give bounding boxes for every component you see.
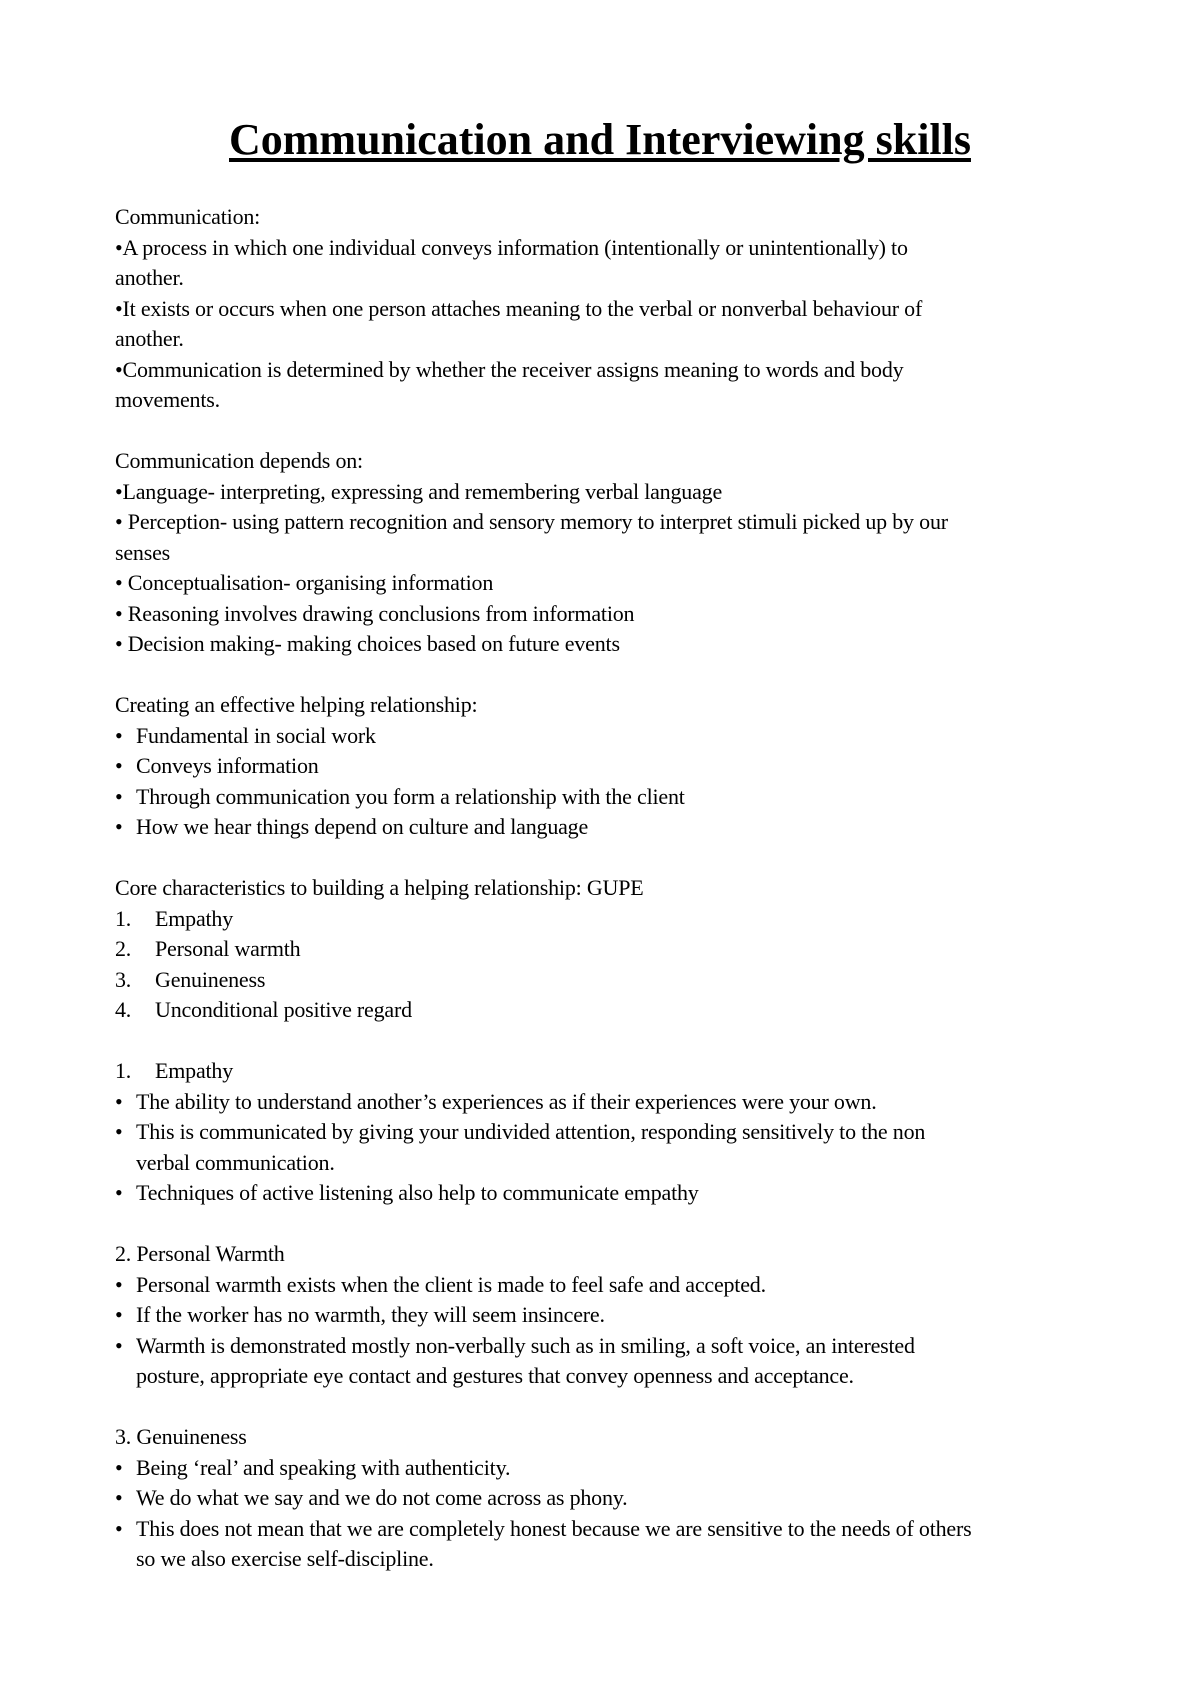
bullet-marker: • xyxy=(115,1515,123,1541)
warmth-item-text-line-2: posture, appropriate eye contact and gestures that convey openness and acceptance. xyxy=(136,1363,854,1388)
communication-item-1-line-2: another. xyxy=(115,265,184,290)
bullet-marker: • xyxy=(115,753,123,778)
section-heading-helping: Creating an effective helping relationship: xyxy=(115,692,478,717)
depends-item-perception-line-2: senses xyxy=(115,539,171,565)
helping-item-text: Conveys information xyxy=(136,753,319,778)
core-item-text: Genuineness xyxy=(155,966,266,992)
empathy-list-item xyxy=(115,1087,1095,1118)
helping-list-item xyxy=(115,751,1095,782)
core-list-item xyxy=(115,965,1095,996)
list-number: 2. xyxy=(115,936,132,961)
empathy-list-item xyxy=(115,1178,1095,1209)
genuineness-item-text-line-1: This does not mean that we are completely honest because we are sensitive to the needs of others xyxy=(136,1515,972,1541)
communication-item-2-line-1: •It exists or occurs when one person attaches meaning to the verbal or nonverbal behaviour of xyxy=(115,295,923,321)
core-item-text: Empathy xyxy=(155,905,234,931)
document-title: Communication and Interviewing skills xyxy=(229,115,971,164)
list-number: 1. xyxy=(115,1058,132,1083)
empathy-item-text-line-1: This is communicated by giving your undivided attention, responding sensitively to the non xyxy=(136,1119,926,1144)
bullet-marker: • xyxy=(115,1454,123,1480)
genuineness-list-item xyxy=(115,1483,1095,1514)
warmth-item-text: Personal warmth exists when the client is made to feel safe and accepted. xyxy=(136,1271,766,1297)
spacer xyxy=(115,416,1095,447)
core-item-text: Personal warmth xyxy=(155,936,301,961)
empathy-heading-text: Empathy xyxy=(155,1058,234,1083)
empathy-item-text: Techniques of active listening also help to communicate empathy xyxy=(136,1180,699,1205)
document-body xyxy=(115,202,1095,1575)
genuineness-item-text: Being ‘real’ and speaking with authenticity. xyxy=(136,1454,511,1480)
spacer xyxy=(115,660,1095,691)
core-list-item xyxy=(115,904,1095,935)
bullet-marker: • xyxy=(115,1485,123,1510)
empathy-list-item xyxy=(115,1117,1095,1178)
genuineness-list-item xyxy=(115,1453,1095,1484)
spacer xyxy=(115,1026,1095,1057)
bullet-marker: • xyxy=(115,1332,123,1358)
spacer xyxy=(115,1392,1095,1423)
section-heading-core: Core characteristics to building a helping relationship: GUPE xyxy=(115,875,644,900)
genuineness-item-text: We do what we say and we do not come across as phony. xyxy=(136,1485,628,1510)
list-number: 4. xyxy=(115,997,132,1022)
core-list-item xyxy=(115,995,1095,1026)
section-heading-empathy xyxy=(115,1056,1095,1087)
helping-list-item xyxy=(115,782,1095,813)
empathy-item-text: The ability to understand another’s experiences as if their experiences were your own. xyxy=(136,1088,877,1114)
genuineness-item-text-line-2: so we also exercise self-discipline. xyxy=(136,1546,434,1571)
depends-item-language: •Language- interpreting, expressing and remembering verbal language xyxy=(115,478,723,504)
bullet-marker: • xyxy=(115,783,123,809)
depends-item-decision-making: • Decision making- making choices based on future events xyxy=(115,631,620,656)
core-list-item xyxy=(115,934,1095,965)
empathy-item-text-line-2: verbal communication. xyxy=(136,1149,335,1175)
warmth-list-item xyxy=(115,1331,1095,1392)
section-heading-communication: Communication: xyxy=(115,204,261,229)
depends-item-reasoning: • Reasoning involves drawing conclusions from information xyxy=(115,600,635,626)
depends-item-perception-line-1: • Perception- using pattern recognition and sensory memory to interpret stimuli picked up by our xyxy=(115,509,948,534)
communication-item-2-line-2: another. xyxy=(115,326,184,351)
warmth-item-text: If the worker has no warmth, they will seem insincere. xyxy=(136,1302,605,1327)
depends-item-conceptualisation: • Conceptualisation- organising information xyxy=(115,570,494,595)
helping-item-text: How we hear things depend on culture and language xyxy=(136,814,589,839)
communication-item-1-line-1: •A process in which one individual conveys information (intentionally or unintentionally) to xyxy=(115,234,908,260)
helping-list-item xyxy=(115,721,1095,752)
section-heading-warmth: 2. Personal Warmth xyxy=(115,1241,285,1266)
list-number: 1. xyxy=(115,905,132,931)
bullet-marker: • xyxy=(115,1302,123,1327)
helping-item-text: Through communication you form a relationship with the client xyxy=(136,783,685,809)
list-number: 3. xyxy=(115,966,132,992)
warmth-list-item xyxy=(115,1270,1095,1301)
bullet-marker: • xyxy=(115,722,123,748)
bullet-marker: • xyxy=(115,1180,123,1205)
bullet-marker: • xyxy=(115,1119,123,1144)
spacer xyxy=(115,1209,1095,1240)
bullet-marker: • xyxy=(115,814,123,839)
warmth-list-item xyxy=(115,1300,1095,1331)
bullet-marker: • xyxy=(115,1271,123,1297)
bullet-marker: • xyxy=(115,1088,123,1114)
warmth-item-text-line-1: Warmth is demonstrated mostly non-verbally such as in smiling, a soft voice, an interested xyxy=(136,1332,915,1358)
genuineness-list-item xyxy=(115,1514,1095,1575)
section-heading-depends: Communication depends on: xyxy=(115,448,363,473)
communication-item-3-line-2: movements. xyxy=(115,387,220,412)
section-heading-genuineness: 3. Genuineness xyxy=(115,1424,247,1449)
spacer xyxy=(115,843,1095,874)
helping-item-text: Fundamental in social work xyxy=(136,722,376,748)
communication-item-3-line-1: •Communication is determined by whether the receiver assigns meaning to words and body xyxy=(115,356,904,382)
core-item-text: Unconditional positive regard xyxy=(155,997,412,1022)
helping-list-item xyxy=(115,812,1095,843)
